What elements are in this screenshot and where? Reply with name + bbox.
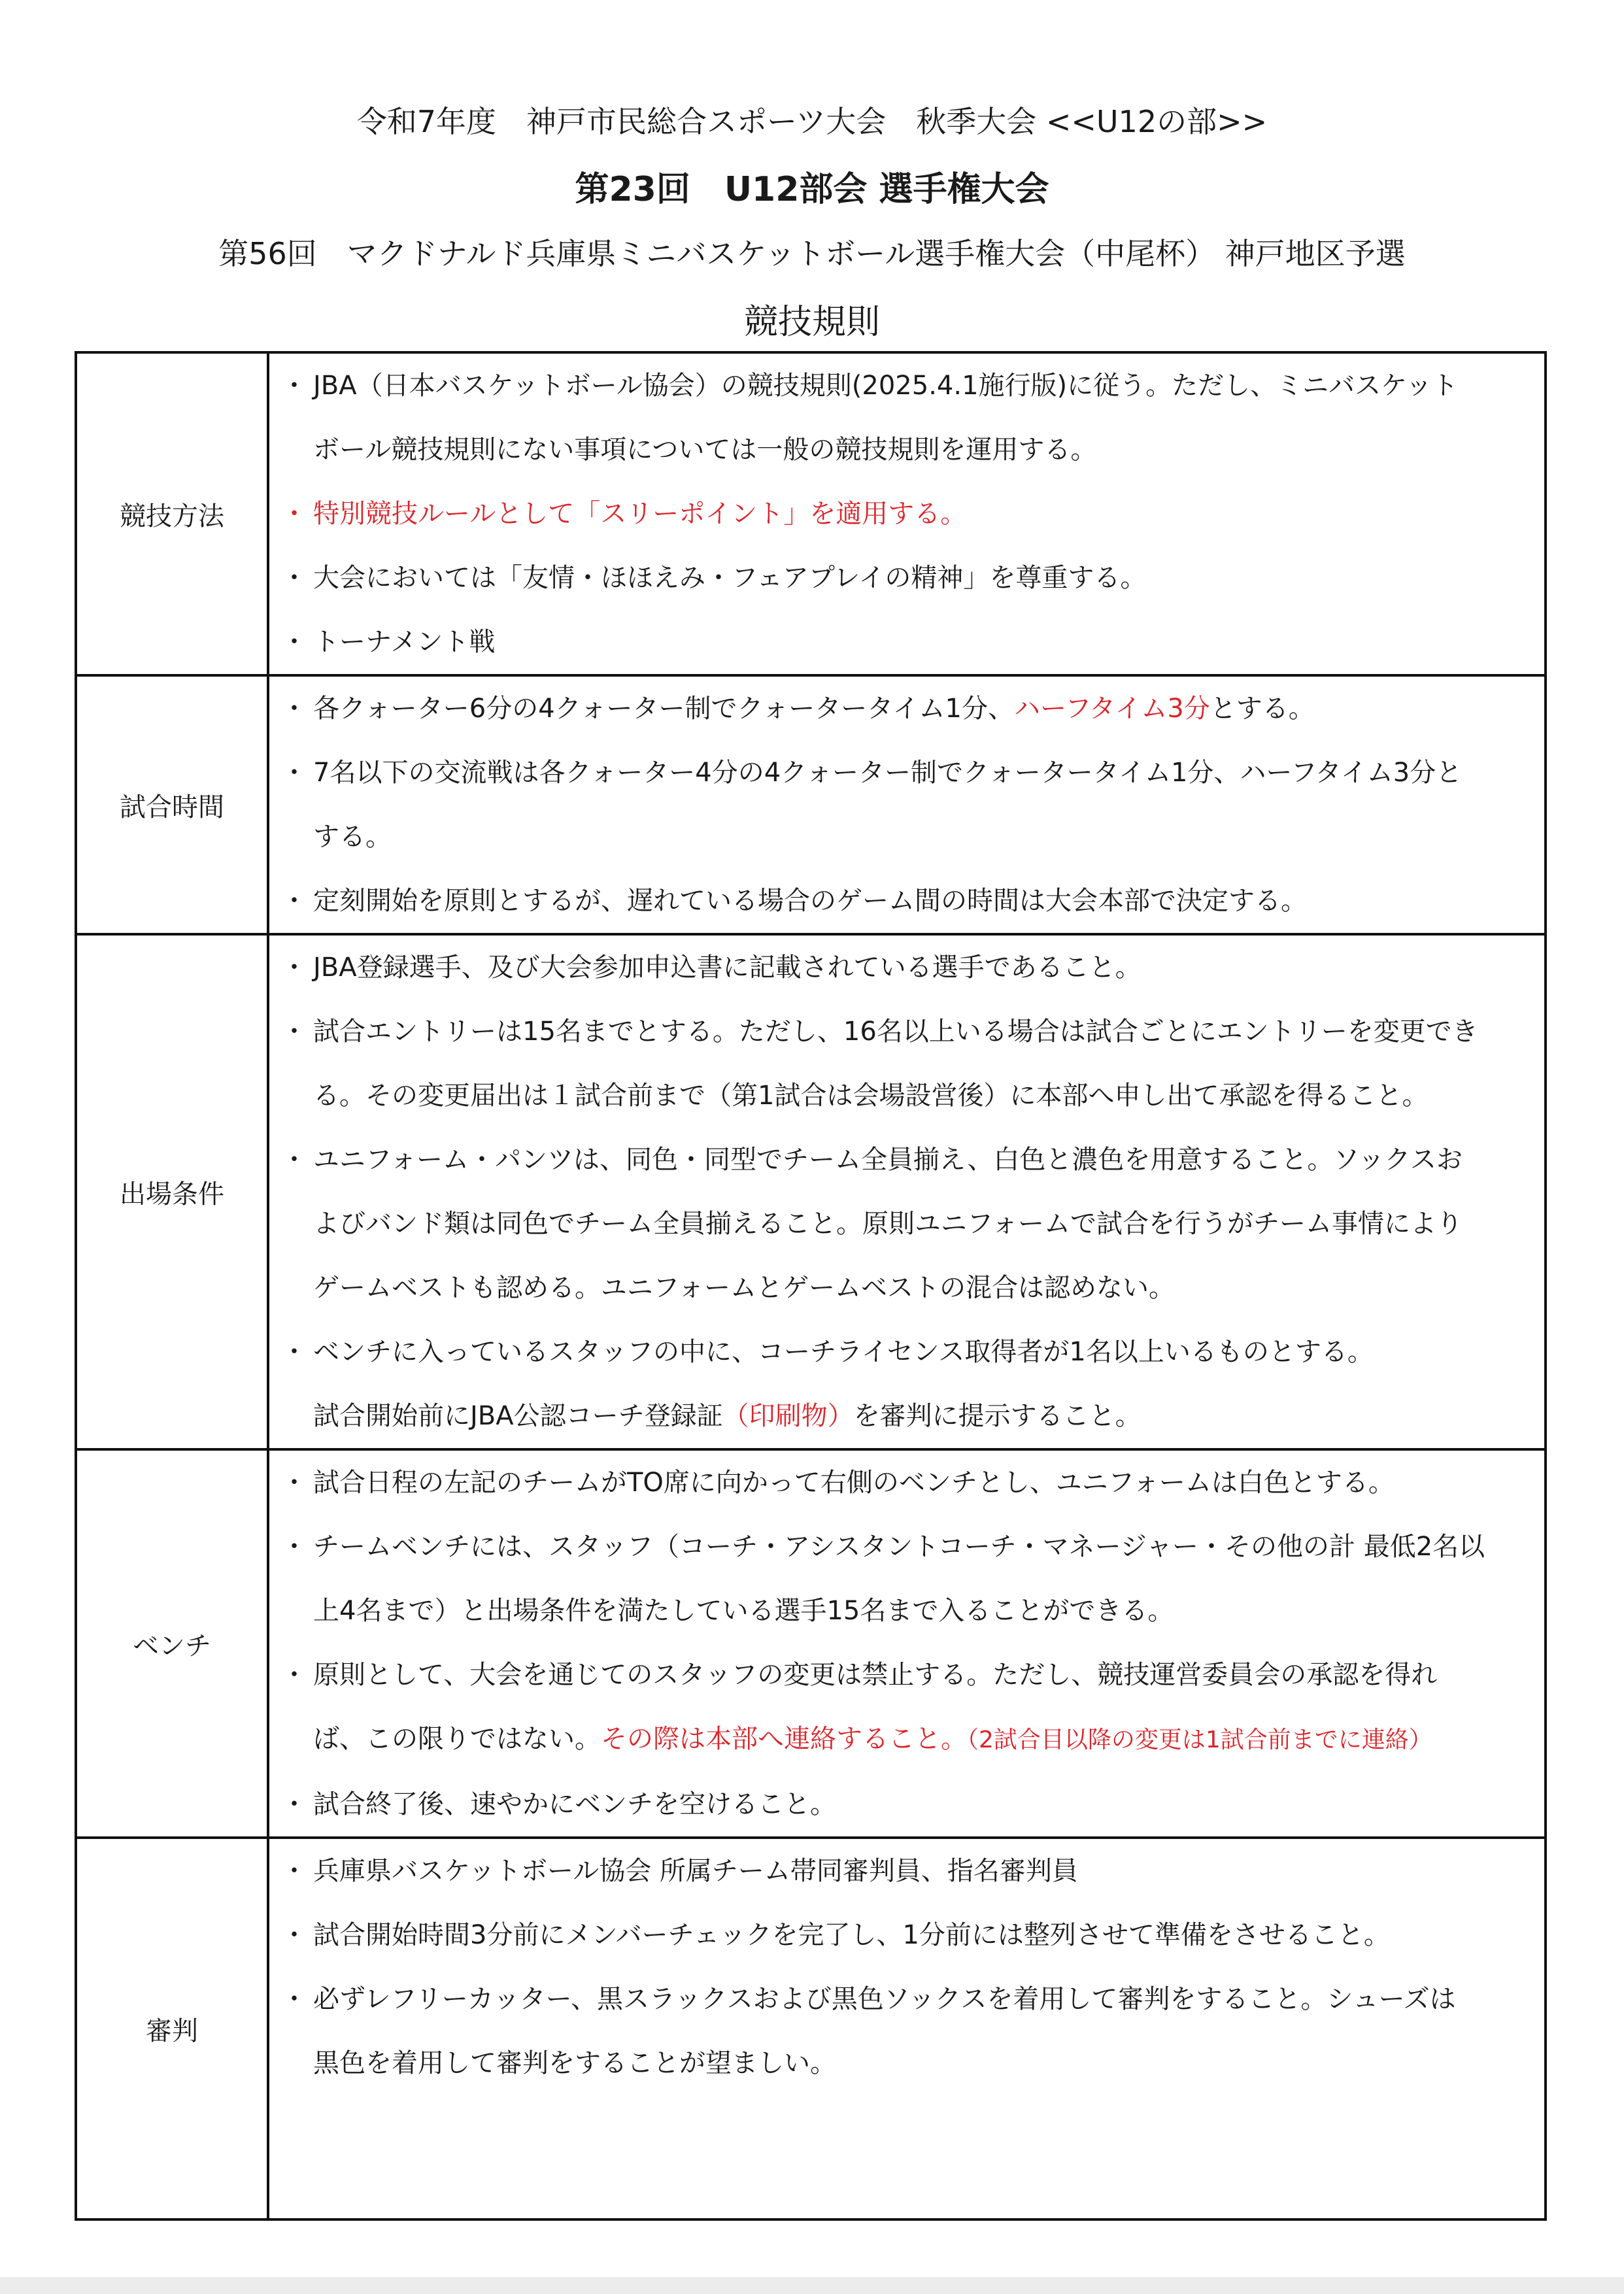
- rule-item-continuation: 黒色を着用して審判をすることが望ましい。: [313, 2048, 836, 2078]
- rule-item-highlight: ・ 特別競技ルールとして「スリーポイント」を適用する。: [281, 499, 967, 529]
- rule-item: ・ ベンチに入っているスタッフの中に、コーチライセンス取得者が1名以上いるものとする。: [281, 1337, 1374, 1367]
- rule-item: ・ 原則として、大会を通じてのスタッフの変更は禁止する。ただし、競技運営委員会の承認を得れ: [281, 1660, 1438, 1690]
- page-title: 競技規則: [743, 303, 880, 342]
- table-row-bench: [76, 1449, 1546, 1838]
- row-label: 競技方法: [76, 352, 268, 675]
- rule-item: ・ 試合終了後、速やかにベンチを空けること。: [281, 1789, 836, 1819]
- rule-item: ・ 兵庫県バスケットボール協会 所属チーム帯同審判員、指名審判員: [281, 1856, 1078, 1886]
- rule-item: ・ JBA登録選手、及び大会参加申込書に記載されている選手であること。: [281, 953, 1142, 983]
- championship-title: 第23回 U12部会 選手権大会: [575, 170, 1049, 209]
- rule-item-continuation: よびバンド類は同色でチーム全員揃えること。原則ユニフォームで試合を行うがチーム事情により: [313, 1209, 1463, 1239]
- rule-item: ・ チームベンチには、スタッフ（コーチ・アシスタントコーチ・マネージャー・その他の計 最低2名以: [281, 1532, 1485, 1562]
- rule-item: ・ 各クォーター6分の4クォーター制でクォータータイム1分、ハーフタイム3分とする。: [281, 694, 1315, 724]
- row-label: 試合時間: [76, 675, 268, 934]
- rule-item-continuation: ば、この限りではない。その際は本部へ連絡すること。（2試合目以降の変更は1試合前までに連絡）: [313, 1724, 1432, 1754]
- rule-item: ・ 大会においては「友情・ほほえみ・フェアプレイの精神」を尊重する。: [281, 563, 1147, 593]
- row-label: 出場条件: [76, 934, 268, 1449]
- table-row-competition-method: [76, 352, 1546, 675]
- rule-item-continuation: する。: [313, 822, 392, 852]
- event-title: 令和7年度 神戸市民総合スポーツ大会 秋季大会 <<U12の部>>: [356, 104, 1268, 139]
- row-content: [268, 675, 1546, 934]
- row-label: 審判: [76, 1838, 268, 2219]
- row-content: [268, 352, 1546, 675]
- row-content: [268, 1838, 1546, 2219]
- highlight-text: （印刷物）: [722, 1401, 854, 1431]
- rule-item: ・ 定刻開始を原則とするが、遅れている場合のゲーム間の時間は大会本部で決定する。: [281, 886, 1307, 916]
- highlight-text: その際は本部へ連絡すること。: [601, 1724, 967, 1754]
- table-row-eligibility: [76, 934, 1546, 1449]
- rule-item: ・ JBA（日本バスケットボール協会）の競技規則(2025.4.1施行版)に従う。ただし、ミニバスケット: [281, 371, 1459, 401]
- rule-item: ・ 試合エントリーは15名までとする。ただし、16名以上いる場合は試合ごとにエントリーを変更でき: [281, 1017, 1478, 1047]
- page-footer-bar: [0, 2277, 1624, 2294]
- table-row-referee: [76, 1838, 1546, 2219]
- rule-item: ・ 試合日程の左記のチームがTO席に向かって右側のベンチとし、ユニフォームは白色とする。: [281, 1468, 1395, 1498]
- rule-item: ・ トーナメント戦: [281, 627, 496, 657]
- rule-item-continuation: る。その変更届出は１試合前まで（第1試合は会場設営後）に本部へ申し出て承認を得ること。: [313, 1081, 1429, 1111]
- row-content: [268, 1449, 1546, 1838]
- rule-item: ・ 必ずレフリーカッター、黒スラックスおよび黒色ソックスを着用して審判をすること。シューズは: [281, 1984, 1456, 2014]
- rule-item-continuation: ゲームベストも認める。ユニフォームとゲームベストの混合は認めない。: [313, 1273, 1175, 1303]
- highlight-text: ハーフタイム3分: [1013, 694, 1210, 724]
- rules-table: [75, 351, 1547, 2221]
- rule-item: ・ 7名以下の交流戦は各クォーター4分の4クォーター制でクォータータイム1分、ハーフタイム3分と: [281, 758, 1463, 788]
- qualifier-title: 第56回 マクドナルド兵庫県ミニバスケットボール選手権大会（中尾杯） 神戸地区予選: [218, 236, 1406, 271]
- rule-item: ・ ユニフォーム・パンツは、同色・同型でチーム全員揃え、白色と濃色を用意すること。ソックスお: [281, 1145, 1463, 1175]
- row-content: [268, 934, 1546, 1449]
- rule-item: ・ 試合開始時間3分前にメンバーチェックを完了し、1分前には整列させて準備をさせること。: [281, 1920, 1390, 1950]
- table-row-game-time: [76, 675, 1546, 934]
- row-label: ベンチ: [76, 1449, 268, 1838]
- highlight-note: （2試合目以降の変更は1試合前までに連絡）: [967, 1727, 1432, 1753]
- rule-item-continuation: 上4名まで）と出場条件を満たしている選手15名まで入ることができる。: [313, 1596, 1174, 1626]
- rule-item-continuation: 試合開始前にJBA公認コーチ登録証（印刷物）を審判に提示すること。: [313, 1401, 1142, 1431]
- rule-item-continuation: ボール競技規則にない事項については一般の競技規則を運用する。: [313, 435, 1097, 465]
